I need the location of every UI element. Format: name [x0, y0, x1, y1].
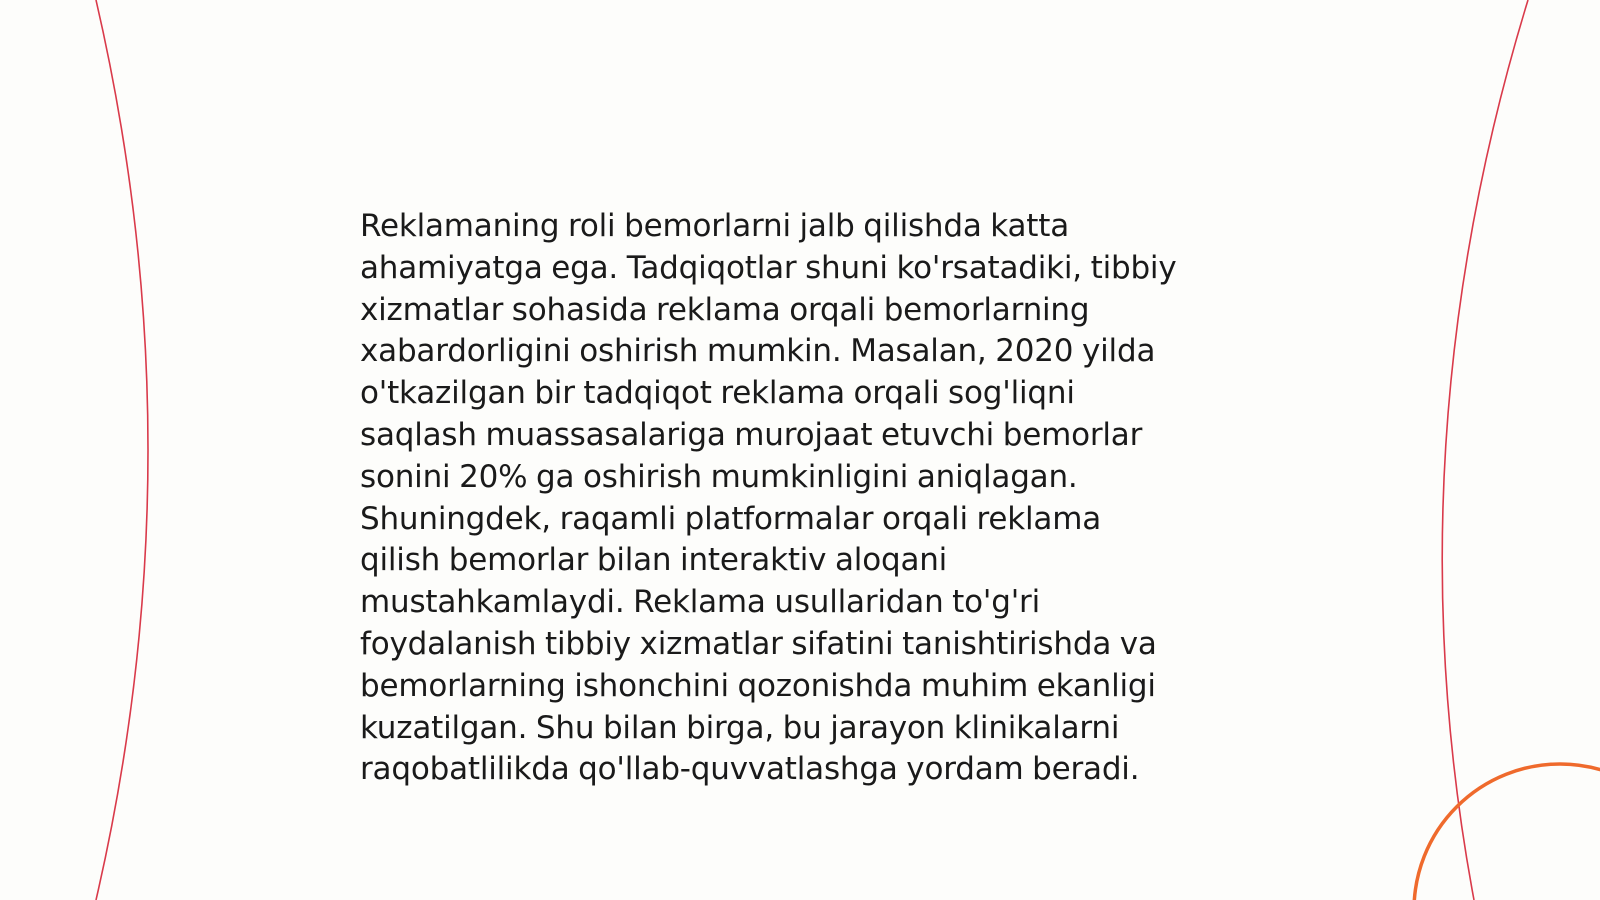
- paragraph-line: saqlash muassasalariga murojaat etuvchi bemorlar: [360, 416, 1143, 453]
- paragraph-line: bemorlarning ishonchini qozonishda muhim ekanligi: [360, 667, 1156, 704]
- paragraph-line: mustahkamlaydi. Reklama usullaridan to'g'ri: [360, 584, 1040, 621]
- paragraph-line: foydalanish tibbiy xizmatlar sifatini tanishtirishda va: [360, 625, 1157, 662]
- paragraph-line: Reklamaning roli bemorlarni jalb qilishda katta: [360, 208, 1070, 244]
- right-curve-line: [1442, 0, 1528, 900]
- paragraph-line: xabardorligini oshirish mumkin. Masalan, 2020 yilda: [360, 333, 1156, 370]
- left-curve-line: [96, 0, 148, 900]
- paragraph-line: qilish bemorlar bilan interaktiv aloqani: [360, 542, 948, 579]
- paragraph-line: raqobatlilikda qo'llab-quvvatlashga yordam beradi.: [360, 751, 1140, 788]
- body-paragraph: [360, 206, 1240, 791]
- paragraph-line: kuzatilgan. Shu bilan birga, bu jarayon klinikalarni: [360, 709, 1120, 746]
- paragraph-line: Shuningdek, raqamli platformalar orqali reklama: [360, 500, 1101, 537]
- paragraph-line: sonini 20% ga oshirish mumkinligini aniqlagan.: [360, 458, 1078, 495]
- paragraph-line: xizmatlar sohasida reklama orqali bemorlarning: [360, 291, 1090, 328]
- paragraph-line: o'tkazilgan bir tadqiqot reklama orqali sog'liqni: [360, 375, 1075, 412]
- orange-circle-decoration: [1414, 764, 1600, 900]
- paragraph-line: ahamiyatga ega. Tadqiqotlar shuni ko'rsatadiki, tibbiy: [360, 249, 1177, 286]
